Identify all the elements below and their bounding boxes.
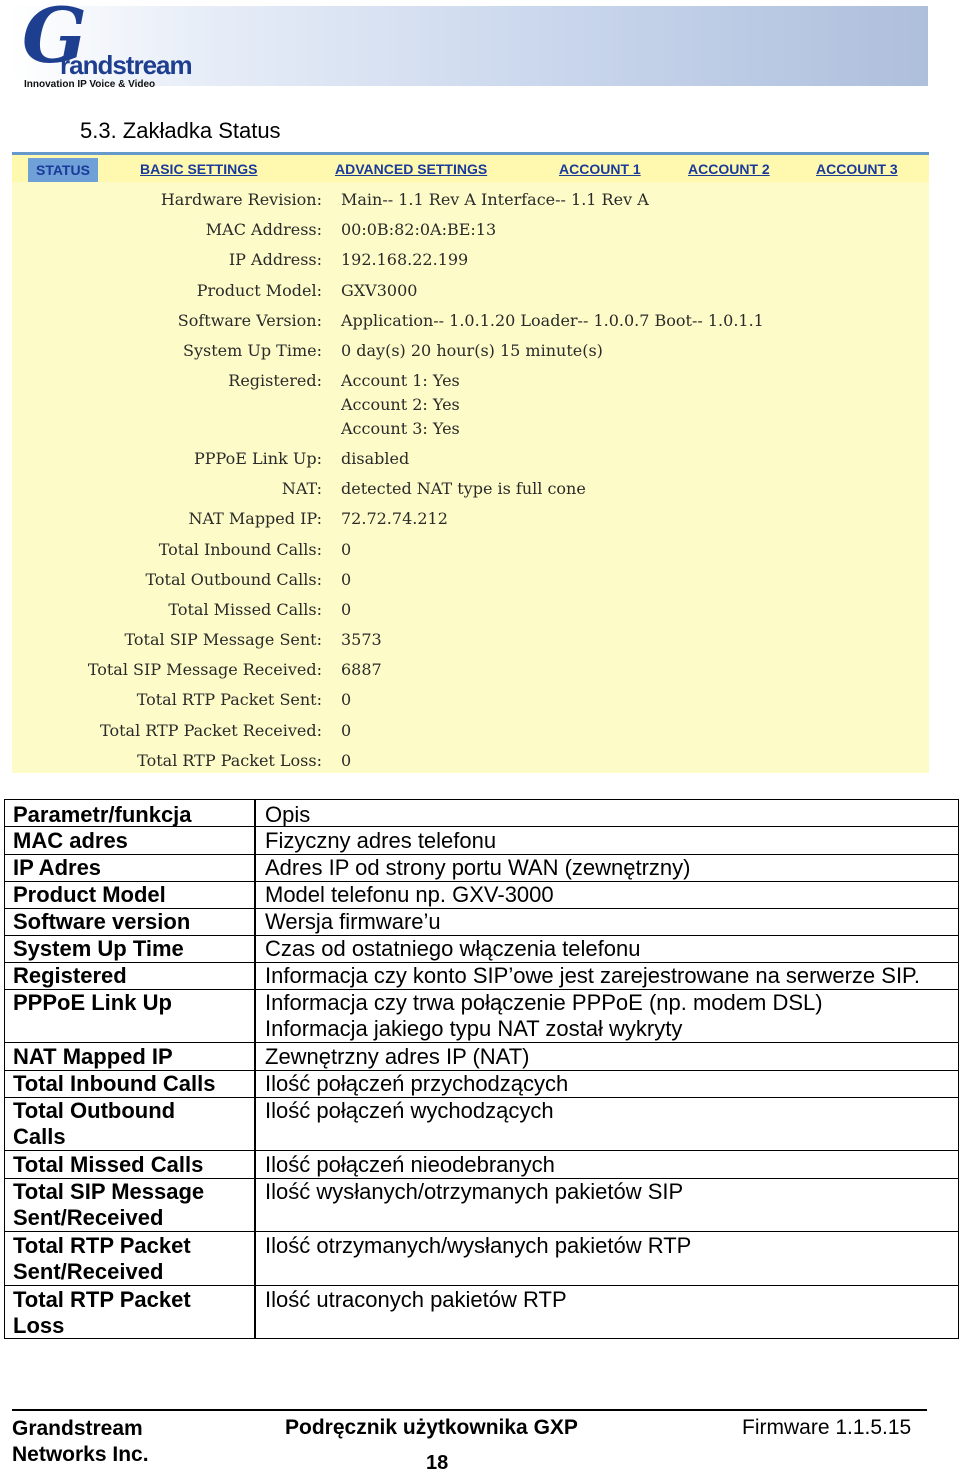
mac-address-value: 00:0B:82:0A:BE:13 <box>341 220 497 239</box>
page-header <box>0 0 960 100</box>
table-row-description: Model telefonu np. GXV-3000 <box>265 882 554 907</box>
table-row-label: NAT Mapped IP <box>13 1044 173 1069</box>
table-row-description: Zewnętrzny adres IP (NAT) <box>265 1044 530 1069</box>
table-row-label: Total RTP Packet <box>13 1233 191 1258</box>
total-missed-calls-value: 0 <box>341 600 352 619</box>
table-row-label: MAC adres <box>13 828 128 853</box>
registered-account-3: Account 3: Yes <box>341 419 460 438</box>
table-row-label: Sent/Received <box>13 1259 164 1284</box>
product-model-value: GXV3000 <box>341 281 418 300</box>
grandstream-logo-letter: G <box>22 0 87 80</box>
table-row-label: PPPoE Link Up <box>13 990 172 1015</box>
grandstream-logo-word: randstream <box>60 50 192 80</box>
table-row-description: Ilość wysłanych/otrzymanych pakietów SIP <box>265 1179 684 1204</box>
table-row-label: Total SIP Message <box>13 1179 205 1204</box>
total-inbound-calls-value: 0 <box>341 540 352 559</box>
row-divider <box>5 1285 958 1286</box>
total-rtp-sent-label: Total RTP Packet Sent: <box>136 690 322 709</box>
nat-mapped-ip-label: NAT Mapped IP: <box>188 509 322 528</box>
table-row-description: Ilość połączeń wychodzących <box>265 1098 554 1123</box>
tab-account-3[interactable]: ACCOUNT 3 <box>816 161 898 177</box>
row-divider <box>5 1150 958 1151</box>
registered-account-2: Account 2: Yes <box>341 395 460 414</box>
registered-account-1: Account 1: Yes <box>341 371 460 390</box>
nat-mapped-ip-value: 72.72.74.212 <box>341 509 448 528</box>
total-sip-sent-label: Total SIP Message Sent: <box>124 630 322 649</box>
table-header-description: Opis <box>265 802 311 827</box>
table-row-label: Calls <box>13 1124 66 1149</box>
row-divider <box>5 1042 958 1043</box>
table-row-description: Fizyczny adres telefonu <box>265 828 497 853</box>
table-row-label: Product Model <box>13 882 166 907</box>
tab-bar <box>12 152 929 182</box>
status-screenshot <box>12 152 929 773</box>
system-up-time-value: 0 day(s) 20 hour(s) 15 minute(s) <box>341 341 603 360</box>
table-row-description: Ilość połączeń przychodzących <box>265 1071 569 1096</box>
table-row-description: Ilość połączeń nieodebranych <box>265 1152 555 1177</box>
table-row-label: Total Outbound <box>13 1098 176 1123</box>
logo-tagline: Innovation IP Voice & Video <box>24 79 156 90</box>
table-row-description: Informacja czy konto SIP’owe jest zarejestrowane na serwerze SIP. <box>265 963 921 988</box>
table-row-label: Total RTP Packet <box>13 1287 191 1312</box>
nat-value: detected NAT type is full cone <box>341 479 586 498</box>
section-title: 5.3. Zakładka Status <box>80 118 281 143</box>
total-inbound-calls-label: Total Inbound Calls: <box>158 540 322 559</box>
table-row-label: IP Adres <box>13 855 102 880</box>
footer-company-line-2: Networks Inc. <box>12 1443 149 1466</box>
total-sip-received-label: Total SIP Message Received: <box>87 660 322 679</box>
tab-status[interactable]: STATUS <box>28 158 98 182</box>
total-missed-calls-label: Total Missed Calls: <box>168 600 322 619</box>
table-row-description: Informacja jakiego typu NAT został wykryty <box>265 1016 683 1041</box>
total-rtp-loss-label: Total RTP Packet Loss: <box>137 751 322 770</box>
footer-manual-title: Podręcznik użytkownika GXP <box>285 1416 578 1439</box>
total-rtp-sent-value: 0 <box>341 690 352 709</box>
pppoe-link-value: disabled <box>341 449 410 468</box>
total-sip-sent-value: 3573 <box>341 630 382 649</box>
ip-address-label: IP Address: <box>228 250 322 269</box>
hardware-revision-label: Hardware Revision: <box>160 190 322 209</box>
software-version-value: Application-- 1.0.1.20 Loader-- 1.0.0.7 Boot-- 1.0.1.1 <box>341 311 764 330</box>
pppoe-link-label: PPPoE Link Up: <box>194 449 322 468</box>
software-version-label: Software Version: <box>177 311 322 330</box>
row-divider <box>5 1231 958 1232</box>
table-row-label: Total Missed Calls <box>13 1152 204 1177</box>
table-row-description: Ilość utraconych pakietów RTP <box>265 1287 567 1312</box>
tab-advanced-settings[interactable]: ADVANCED SETTINGS <box>335 161 488 177</box>
description-table <box>4 799 959 1339</box>
table-header-parameter: Parametr/funkcja <box>13 802 192 827</box>
footer-company-line-1: Grandstream <box>12 1417 143 1440</box>
tab-account-1[interactable]: ACCOUNT 1 <box>559 161 641 177</box>
tab-basic-settings[interactable]: BASIC SETTINGS <box>140 161 258 177</box>
table-row-label: Total Inbound Calls <box>13 1071 216 1096</box>
total-rtp-received-label: Total RTP Packet Received: <box>100 721 322 740</box>
table-row-description: Czas od ostatniego włączenia telefonu <box>265 936 641 961</box>
footer-rule <box>12 1409 927 1411</box>
ip-address-value: 192.168.22.199 <box>341 250 469 269</box>
footer-company <box>12 1416 149 1468</box>
footer-firmware: Firmware 1.1.5.15 <box>742 1416 912 1439</box>
table-row-description: Ilość otrzymanych/wysłanych pakietów RTP <box>265 1233 692 1258</box>
total-outbound-calls-label: Total Outbound Calls: <box>145 570 322 589</box>
table-row-label: Registered <box>13 963 127 988</box>
table-row-label: System Up Time <box>13 936 184 961</box>
table-row-description: Informacja czy trwa połączenie PPPoE (np. modem DSL) <box>265 990 823 1015</box>
total-outbound-calls-value: 0 <box>341 570 352 589</box>
table-row-label: Software version <box>13 909 191 934</box>
table-row-label: Loss <box>13 1313 65 1338</box>
product-model-label: Product Model: <box>196 281 322 300</box>
total-rtp-received-value: 0 <box>341 721 352 740</box>
table-row-description: Wersja firmware’u <box>265 909 441 934</box>
tab-account-2[interactable]: ACCOUNT 2 <box>688 161 770 177</box>
system-up-time-label: System Up Time: <box>183 341 322 360</box>
table-row-description: Adres IP od strony portu WAN (zewnętrzny) <box>265 855 691 880</box>
table-row-label: Sent/Received <box>13 1205 164 1230</box>
hardware-revision-value: Main-- 1.1 Rev A Interface-- 1.1 Rev A <box>341 190 649 209</box>
total-sip-received-value: 6887 <box>341 660 382 679</box>
mac-address-label: MAC Address: <box>205 220 322 239</box>
page-number: 18 <box>426 1452 449 1474</box>
nat-label: NAT: <box>281 479 322 498</box>
total-rtp-loss-value: 0 <box>341 751 352 770</box>
registered-label: Registered: <box>228 371 322 390</box>
